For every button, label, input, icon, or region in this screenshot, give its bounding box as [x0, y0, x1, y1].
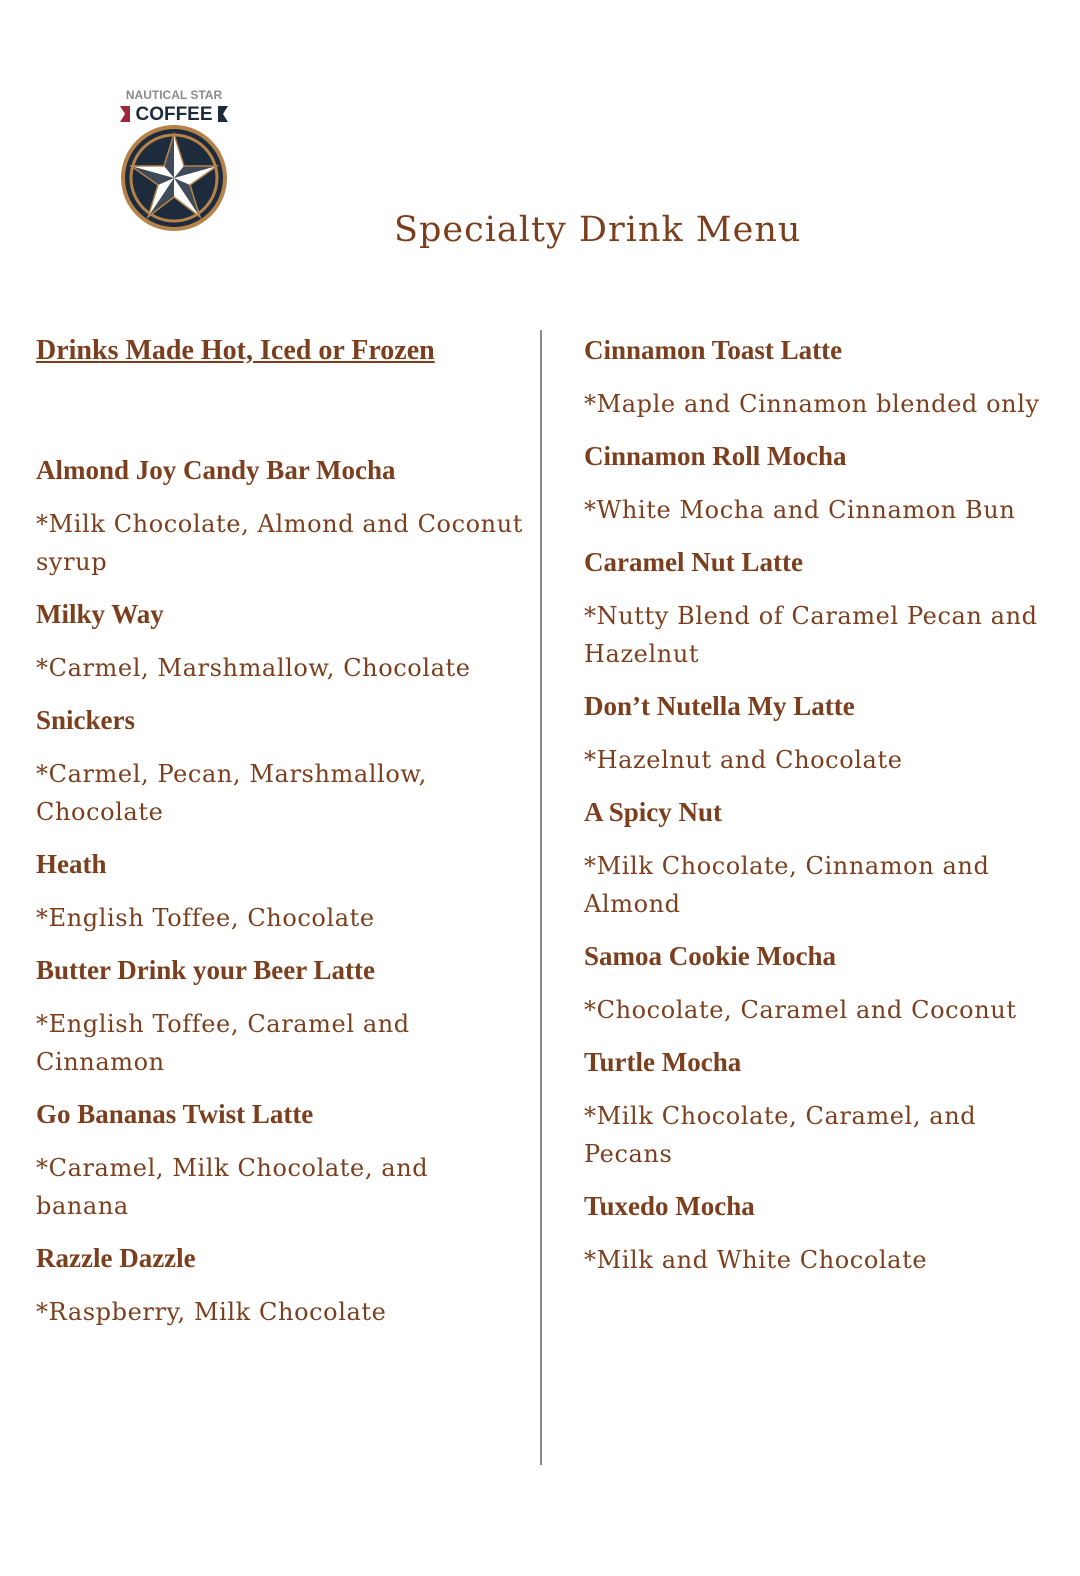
- menu-item-description: *White Mocha and Cinnamon Bun: [584, 496, 1016, 524]
- logo-brand-line2: COFFEE: [135, 104, 213, 125]
- menu-item-name: Caramel Nut Latte: [584, 547, 803, 577]
- menu-item-description: *Hazelnut and Chocolate: [584, 746, 903, 774]
- menu-item-description: *Carmel, Pecan, Marshmallow, Chocolate: [36, 760, 427, 826]
- menu-item-name: Razzle Dazzle: [36, 1243, 196, 1273]
- nautical-star-coffee-logo: [114, 86, 234, 236]
- menu-item-description: *English Toffee, Caramel and Cinnamon: [36, 1010, 410, 1076]
- logo-brand-line1: NAUTICAL STAR: [125, 88, 223, 102]
- menu-item-description: *Nutty Blend of Caramel Pecan and Hazelnut: [584, 602, 1038, 668]
- menu-item-description: *Carmel, Marshmallow, Chocolate: [36, 654, 471, 682]
- menu-item: [584, 438, 1064, 529]
- menu-item: [584, 794, 1064, 923]
- menu-item: [36, 1240, 526, 1331]
- menu-item: [584, 938, 1064, 1029]
- menu-item-name: Milky Way: [36, 599, 164, 629]
- left-column: [36, 332, 526, 1346]
- menu-item-description: *Raspberry, Milk Chocolate: [36, 1298, 387, 1326]
- menu-item-name: A Spicy Nut: [584, 797, 723, 827]
- menu-item: [584, 332, 1064, 423]
- menu-item: [36, 596, 526, 687]
- menu-item-name: Heath: [36, 849, 107, 879]
- menu-item-name: Turtle Mocha: [584, 1047, 742, 1077]
- menu-item: [36, 702, 526, 831]
- column-divider: [540, 330, 542, 1465]
- menu-item: [36, 1096, 526, 1225]
- menu-item: [36, 452, 526, 581]
- menu-item-name: Don’t Nutella My Latte: [584, 691, 855, 721]
- menu-item: [584, 1188, 1064, 1279]
- menu-item-name: Butter Drink your Beer Latte: [36, 955, 375, 985]
- menu-item: [584, 544, 1064, 673]
- menu-item-description: *Milk Chocolate, Almond and Coconut syrup: [36, 510, 524, 576]
- menu-item: [584, 1044, 1064, 1173]
- menu-item-description: *Milk Chocolate, Caramel, and Pecans: [584, 1102, 977, 1168]
- menu-item: [36, 952, 526, 1081]
- menu-item-description: *Milk Chocolate, Cinnamon and Almond: [584, 852, 990, 918]
- right-column: [584, 332, 1064, 1294]
- menu-item-name: Cinnamon Roll Mocha: [584, 441, 847, 471]
- menu-item: [584, 688, 1064, 779]
- menu-item-description: *Milk and White Chocolate: [584, 1246, 928, 1274]
- menu-item: [36, 846, 526, 937]
- menu-title: Specialty Drink Menu: [394, 210, 802, 250]
- menu-item-name: Cinnamon Toast Latte: [584, 335, 843, 365]
- menu-item-name: Go Bananas Twist Latte: [36, 1099, 314, 1129]
- menu-item-description: *Caramel, Milk Chocolate, and banana: [36, 1154, 429, 1220]
- menu-item-name: Snickers: [36, 705, 136, 735]
- menu-item-name: Almond Joy Candy Bar Mocha: [36, 455, 396, 485]
- section-heading: Drinks Made Hot, Iced or Frozen: [36, 335, 435, 366]
- menu-item-name: Samoa Cookie Mocha: [584, 941, 836, 971]
- menu-item-description: *Chocolate, Caramel and Coconut: [584, 996, 1017, 1024]
- menu-item-description: *Maple and Cinnamon blended only: [584, 390, 1040, 418]
- menu-item-name: Tuxedo Mocha: [584, 1191, 755, 1221]
- menu-item-description: *English Toffee, Chocolate: [36, 904, 375, 932]
